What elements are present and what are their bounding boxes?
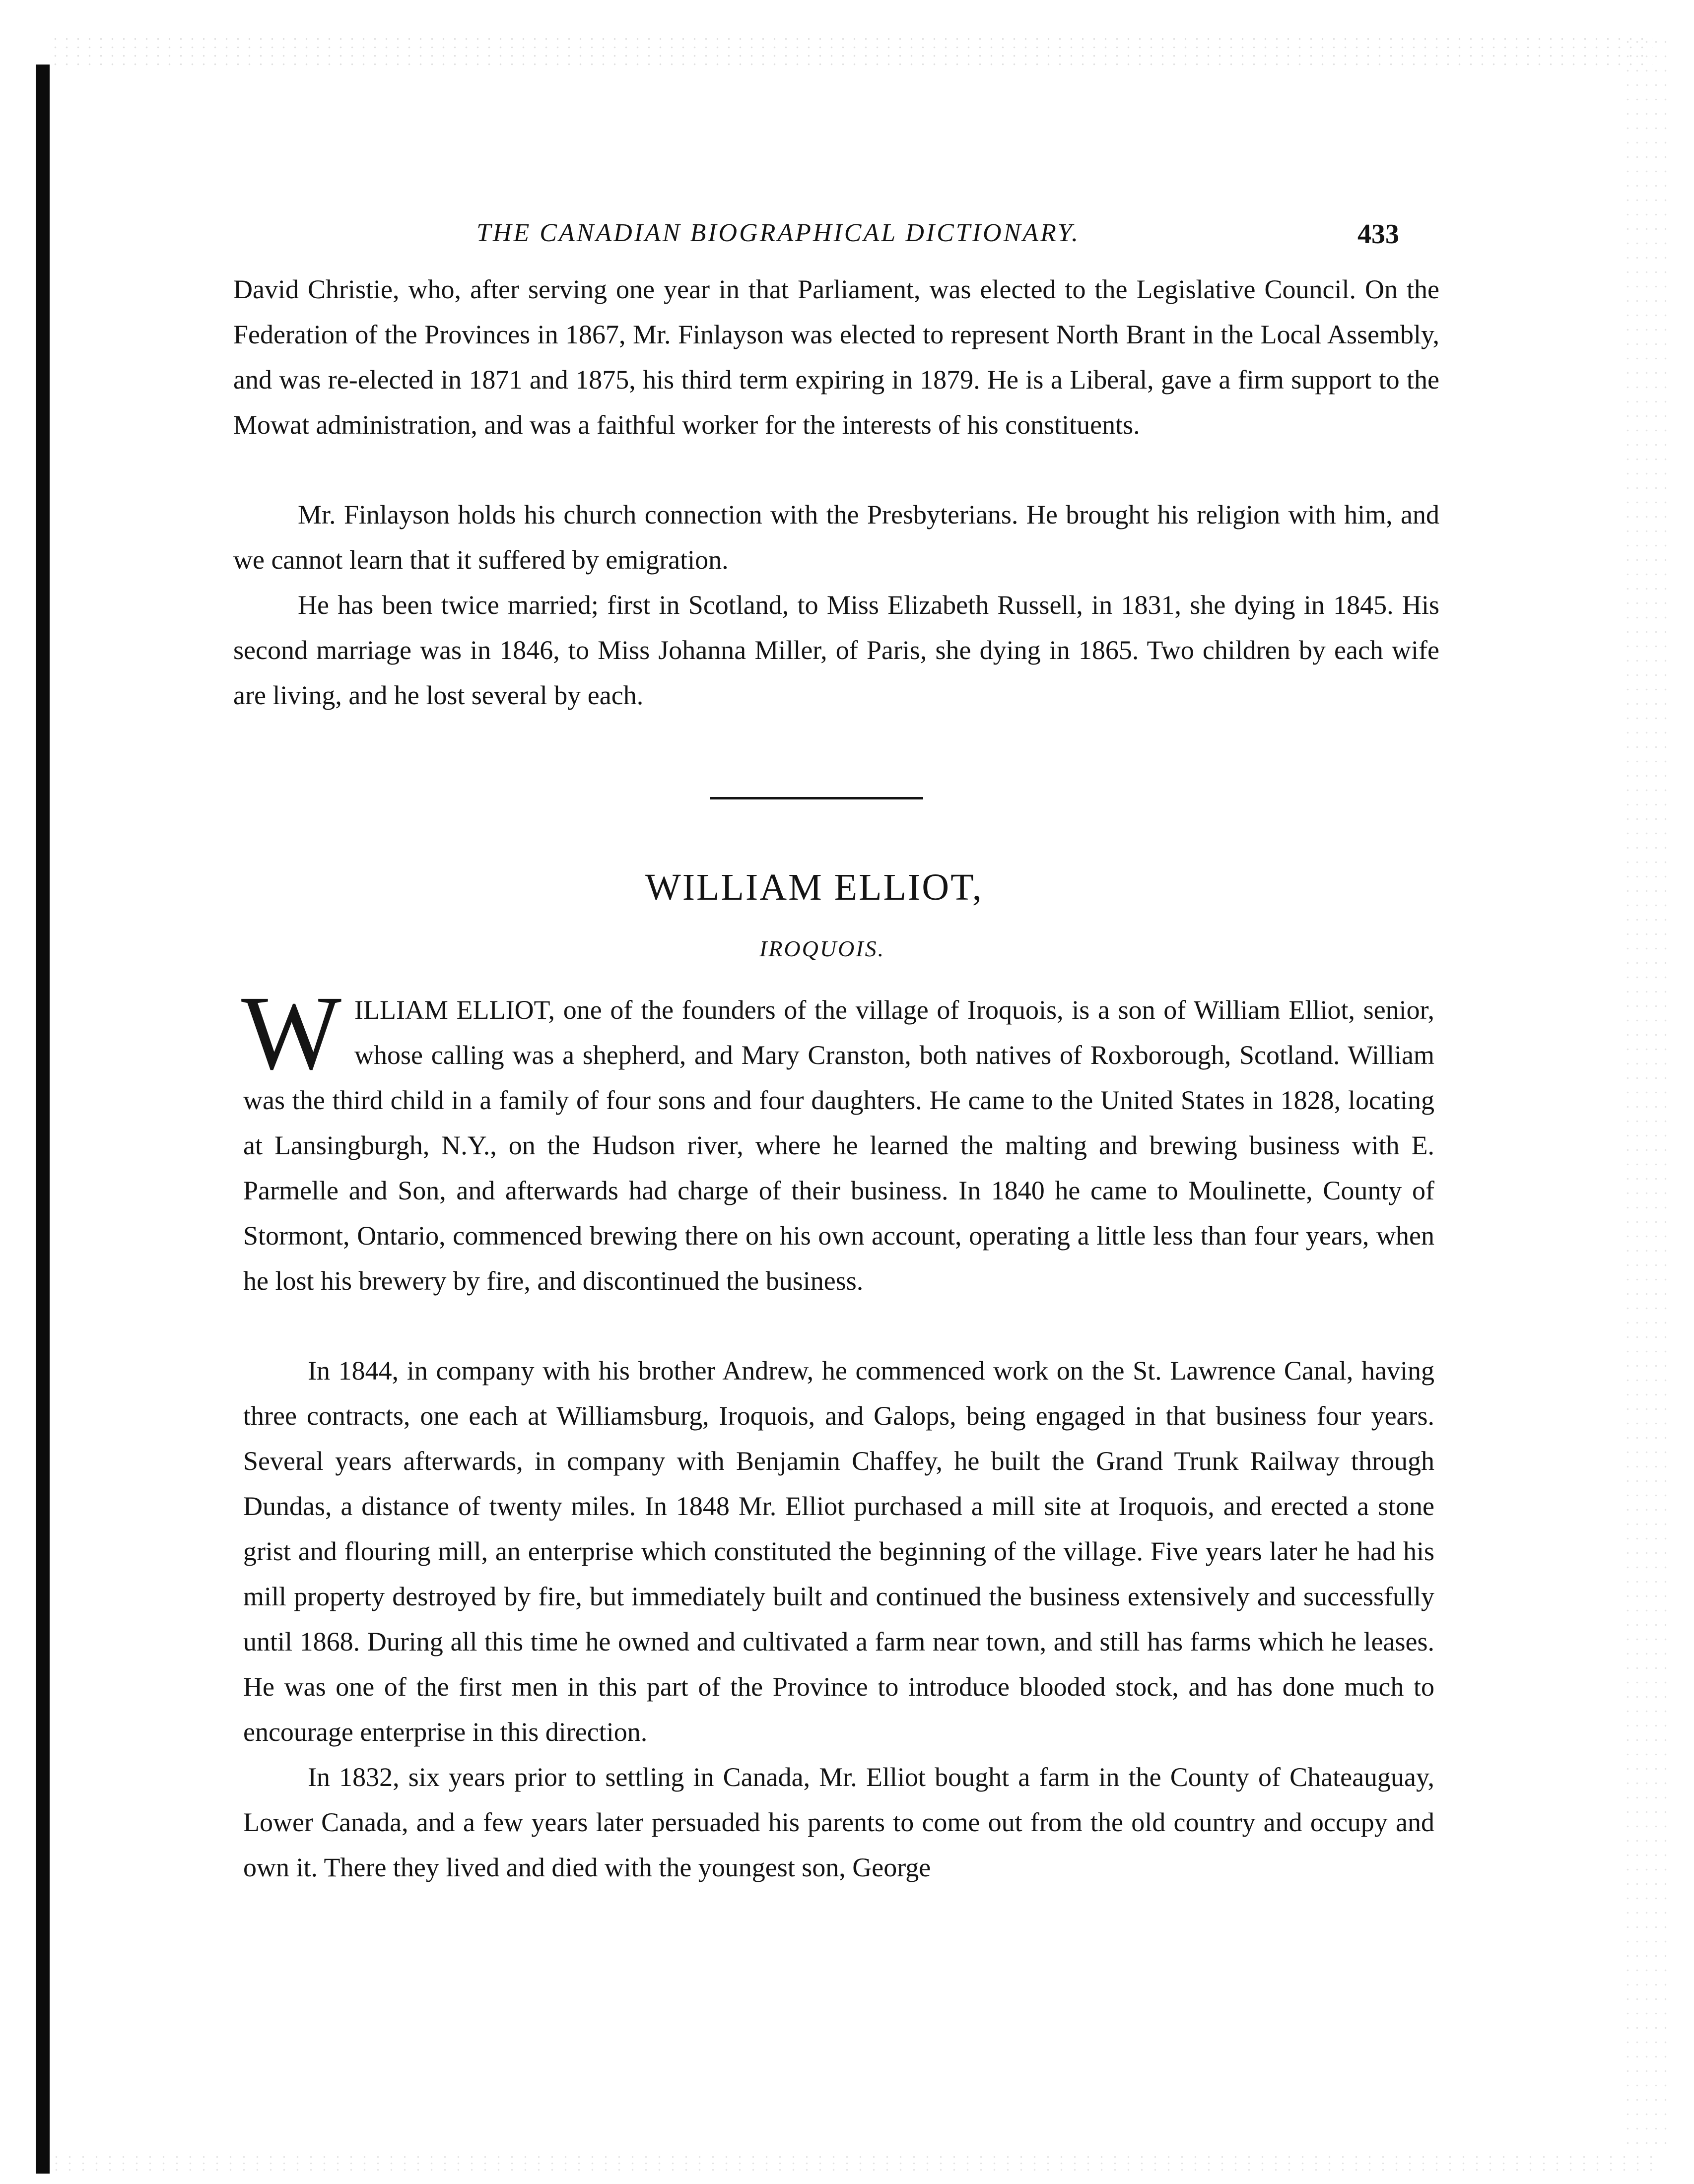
continued-paragraph-3: He has been twice married; first in Scotland, to Miss Elizabeth Russell, in 1831, she dying in 1845. His second marriage was in 1846, to Miss Johanna Miller, of Paris, she dying in 1865. Two children by each wife are living, and he lost several by each. <box>233 590 1439 710</box>
entry-paragraph-2: In 1844, in company with his brother Andrew, he commenced work on the St. Lawrence Canal, having three contracts, one each at Williamsburg, Iroquois, and Galops, being engaged in that business four years. Several years afterwards, in company with Benjamin Chaffey, he built the Grand Trunk Railway through Dundas, a distance of twenty miles. In 1848 Mr. Elliot purchased a mill site at Iroquois, and erected a stone grist and flouring mill, an enterprise which constituted the beginning of the village. Five years later he had his mill property destroyed by fire, but immediately built and continued the business extensively and successfully until 1868. During all this time he owned and cultivated a farm near town, and still has farms which he leases. He was one of the first men in this part of the Province to introduce blooded stock, and has done much to encourage enterprise in this direction. <box>243 1356 1434 1747</box>
section-divider <box>710 797 923 799</box>
entry-lead-paragraph <box>241 974 1434 1304</box>
lead-paragraph-text: ILLIAM ELLIOT, one of the founders of the village of Iroquois, is a son of William Elliot, senior, whose calling was a shepherd, and Mary Cranston, both natives of Roxborough, Scotland. William was the third child in a family of four sons and four daughters. He came to the United States in 1828, locating at Lansingburgh, N.Y., on the Hudson river, where he learned the malting and brewing business with E. Parmelle and Son, and afterwards had charge of their business. In 1840 he came to Moulinette, County of Stormont, Ontario, commenced brewing there on his own account, operating a little less than four years, when he lost his brewery by fire, and discontinued the business. <box>243 995 1434 1296</box>
running-title: THE CANADIAN BIOGRAPHICAL DICTIONARY. <box>476 219 1080 247</box>
entry-paragraph-3: In 1832, six years prior to settling in Canada, Mr. Elliot bought a farm in the County of Chateauguay, Lower Canada, and a few years later persuaded his parents to come out from the old country and occupy and own it. There they lived and died with the youngest son, George <box>243 1762 1434 1882</box>
scan-noise-right <box>1623 35 1668 2144</box>
continued-paragraph-2: Mr. Finlayson holds his church connection with the Presbyterians. He brought his religion with him, and we cannot learn that it suffered by emigration. <box>233 500 1439 575</box>
scan-noise-top <box>50 35 1653 69</box>
page-binding-edge <box>36 65 50 2174</box>
drop-cap: W <box>241 974 341 1092</box>
entry-place: IROQUOIS. <box>759 936 885 961</box>
entry-title: WILLIAM ELLIOT, <box>645 866 983 908</box>
continued-paragraph-1: David Christie, who, after serving one year in that Parliament, was elected to the Legislative Council. On the Federation of the Provinces in 1867, Mr. Finlayson was elected to represent North Brant in the Local Assembly, and was re-elected in 1871 and 1875, his third term expiring in 1879. He is a Liberal, gave a firm support to the Mowat administration, and was a faithful worker for the interests of his constituents. <box>233 274 1439 440</box>
page-number: 433 <box>1357 219 1399 250</box>
scan-noise-bottom <box>50 2154 1653 2174</box>
